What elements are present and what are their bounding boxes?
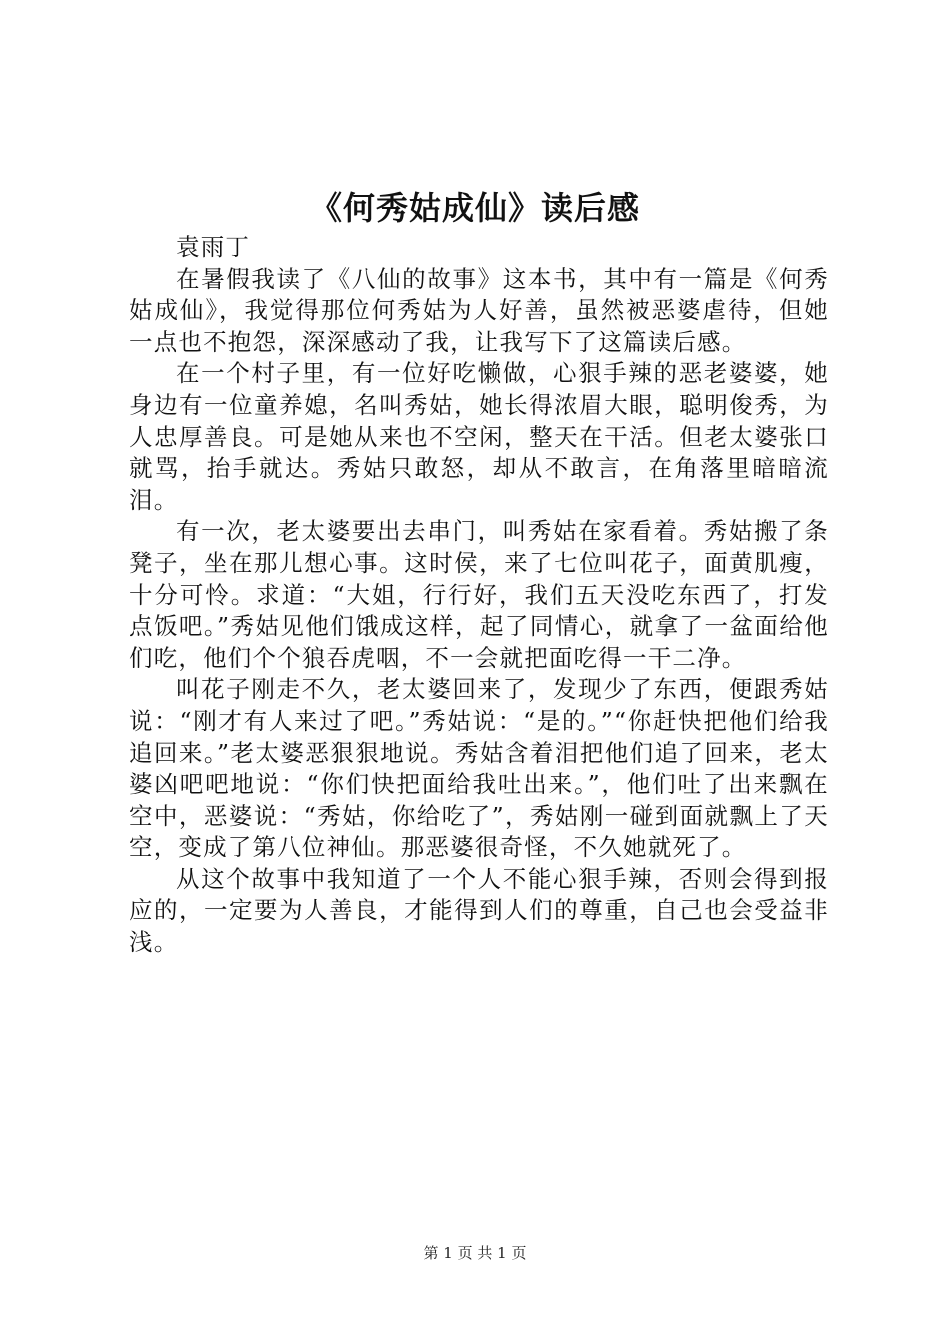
paragraph: 有一次，老太婆要出去串门，叫秀姑在家看着。秀姑搬了条凳子，坐在那儿想心事。这时侯，来了七位叫花子，面黄肌瘦，十分可怜。求道：“大姐，行行好，我们五天没吃东西了，打发点饭吧。”秀姑见他们饿成这样，起了同情心，就拿了一盆面给他们吃，他们个个狼吞虎咽，不一会就把面吃得一干二净。 — [129, 517, 829, 672]
author-line: 袁雨丁 — [176, 233, 251, 261]
paragraph: 叫花子刚走不久，老太婆回来了，发现少了东西，便跟秀姑说：“刚才有人来过了吧。”秀姑说：“是的。”“你赶快把他们给我追回来。”老太婆恶狠狠地说。秀姑含着泪把他们追了回来，老太婆凶吧吧地说：“你们快把面给我吐出来。”，他们吐了出来飘在空中，恶婆说：“秀姑，你给吃了”，秀姑刚一碰到面就飘上了天空，变成了第八位神仙。那恶婆很奇怪，不久她就死了。 — [129, 675, 829, 862]
paragraph: 在暑假我读了《八仙的故事》这本书，其中有一篇是《何秀姑成仙》，我觉得那位何秀姑为人好善，虽然被恶婆虐待，但她一点也不抱怨，深深感动了我，让我写下了这篇读后感。 — [129, 264, 829, 356]
paragraph: 从这个故事中我知道了一个人不能心狠手辣，否则会得到报应的，一定要为人善良，才能得到人们的尊重，自己也会受益非浅。 — [129, 864, 829, 957]
page-footer: 第 1 页 共 1 页 — [423, 1244, 527, 1262]
document-title: 《何秀姑成仙》读后感 — [309, 189, 640, 227]
paragraph: 在一个村子里，有一位好吃懒做，心狠手辣的恶老婆婆，她身边有一位童养媳，名叫秀姑，她长得浓眉大眼，聪明俊秀，为人忠厚善良。可是她从来也不空闲，整天在干活。但老太婆张口就骂，抬手就达。秀姑只敢怒，却从不敢言，在角落里暗暗流泪。 — [129, 359, 829, 514]
document-body — [129, 232, 829, 959]
